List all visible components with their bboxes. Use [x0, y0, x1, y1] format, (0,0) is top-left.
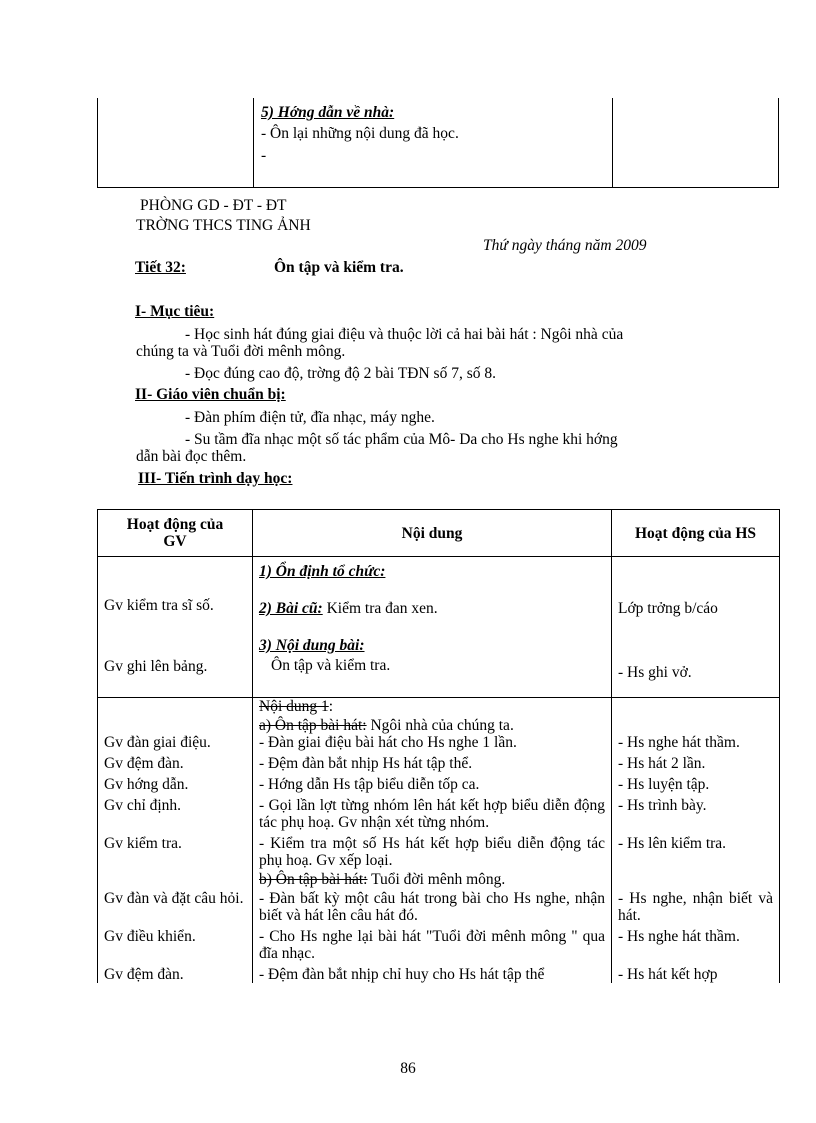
process-heading: III- Tiến trình dạy học:	[138, 470, 293, 487]
student-activity: - Hs nghe hát thầm.	[618, 734, 740, 751]
content-text: Ngôi nhà của chúng ta.	[366, 717, 514, 734]
table-row	[98, 962, 780, 983]
student-activity: - Hs hát kết hợp	[618, 966, 718, 983]
table-row	[98, 751, 780, 772]
column-divider	[253, 98, 254, 187]
homework-line: -	[261, 147, 267, 164]
content-text: - Đàn giai điệu bài hát cho Hs nghe 1 lần.	[259, 734, 517, 751]
content-text: :	[328, 698, 334, 715]
student-activity: Lớp trởng b/cáo	[618, 600, 718, 617]
table-row	[98, 888, 780, 924]
lesson-label: Tiết 32:	[135, 259, 186, 276]
student-activity: - Hs lên kiểm tra.	[618, 835, 727, 852]
student-activity: - Hs trình bày.	[618, 797, 707, 814]
content-heading: 2) Bài cũ:	[259, 600, 323, 617]
table-row	[98, 734, 780, 751]
table-row	[98, 698, 780, 735]
content-text: Tuổi đời mênh mông.	[367, 871, 506, 888]
preparation-item: - Su tầm đĩa nhạc một số tác phẩm của Mô- Da cho Hs nghe khi hớng	[185, 431, 618, 448]
preparation-heading: II- Giáo viên chuẩn bị:	[135, 386, 286, 403]
content-text: - Hớng dẫn Hs tập biểu diễn tốp ca.	[259, 776, 480, 793]
student-activity: - Hs hát 2 lần.	[618, 755, 706, 772]
column-header-student: Hoạt động của HS	[612, 510, 780, 557]
homework-heading: 5) Hớng dẫn về nhà:	[261, 104, 395, 121]
table-row	[98, 557, 780, 698]
content-text: - Kiểm tra một số Hs hát kết hợp biểu diễn động tác phụ hoạ. Gv xếp loại.	[259, 835, 605, 869]
previous-page-table	[97, 98, 779, 188]
objective-item: - Đọc đúng cao độ, trờng độ 2 bài TĐN số 7, số 8.	[185, 365, 496, 382]
homework-line: - Ôn lại những nội dung đã học.	[261, 125, 459, 142]
date-line: Thứ ngày tháng năm 2009	[483, 237, 647, 254]
student-activity: - Hs luyện tập.	[618, 776, 710, 793]
preparation-item: dẫn bài đọc thêm.	[136, 448, 247, 465]
teacher-activity: Gv hớng dẫn.	[104, 776, 189, 793]
teacher-activity: Gv đệm đàn.	[104, 755, 184, 772]
content-text: - Cho Hs nghe lại bài hát "Tuổi đời mênh mông " qua đĩa nhạc.	[259, 928, 605, 962]
teacher-activity: Gv đàn và đặt câu hỏi.	[104, 890, 244, 907]
column-divider	[612, 98, 613, 187]
content-text: - Đệm đàn bắt nhịp Hs hát tập thể.	[259, 755, 473, 772]
content-text: Kiểm tra đan xen.	[322, 600, 438, 617]
office-name: PHÒNG GD - ĐT - ĐT	[140, 197, 287, 214]
student-activity: - Hs nghe hát thầm.	[618, 928, 740, 945]
column-header-content: Nội dung	[253, 510, 612, 557]
teacher-activity: Gv đàn giai điệu.	[104, 734, 211, 751]
lesson-title: Ôn tập và kiểm tra.	[274, 259, 404, 276]
table-row	[98, 831, 780, 888]
teacher-activity: Gv kiểm tra.	[104, 835, 182, 852]
table-row	[98, 772, 780, 793]
teacher-activity: Gv chỉ định.	[104, 797, 182, 814]
column-header-teacher: Hoạt động của GV	[98, 510, 253, 557]
content-subheading: a) Ôn tập bài hát:	[259, 717, 367, 734]
teacher-activity: Gv điều khiển.	[104, 928, 196, 945]
content-text: - Gọi lần lợt từng nhóm lên hát kết hợp biểu diễn động tác phụ hoạ. Gv nhận xét từng nhóm.	[259, 797, 605, 831]
teacher-activity: Gv ghi lên bảng.	[104, 658, 208, 675]
page-number: 86	[400, 1060, 416, 1077]
content-heading: Nội dung 1	[259, 698, 329, 715]
school-name: TRỜNG THCS TING ẢNH	[136, 217, 311, 234]
content-text: - Đàn bất kỳ một câu hát trong bài cho Hs nghe, nhận biết và hát lên câu hát đó.	[259, 890, 605, 924]
content-text: - Đệm đàn bắt nhịp chỉ huy cho Hs hát tập thể	[259, 966, 545, 983]
table-header-row	[98, 510, 780, 557]
teacher-activity: Gv đệm đàn.	[104, 966, 184, 983]
objective-item: - Học sinh hát đúng giai điệu và thuộc lời cả hai bài hát : Ngôi nhà của	[185, 326, 624, 343]
student-activity: - Hs nghe, nhận biết và hát.	[618, 890, 773, 924]
student-activity: - Hs ghi vở.	[618, 664, 692, 681]
content-heading: 1) Ổn định tổ chức:	[259, 563, 386, 580]
teacher-activity: Gv kiểm tra sĩ số.	[104, 597, 214, 614]
content-heading: 3) Nội dung bài:	[259, 637, 365, 654]
table-row	[98, 793, 780, 831]
lesson-process-table	[97, 509, 780, 983]
objective-item: chúng ta và Tuổi đời mênh mông.	[136, 343, 346, 360]
objectives-heading: I- Mục tiêu:	[135, 303, 215, 320]
preparation-item: - Đàn phím điện tử, đĩa nhạc, máy nghe.	[185, 409, 435, 426]
content-subheading: b) Ôn tập bài hát:	[259, 871, 368, 888]
content-text: Ôn tập và kiểm tra.	[271, 657, 391, 674]
table-row	[98, 924, 780, 962]
